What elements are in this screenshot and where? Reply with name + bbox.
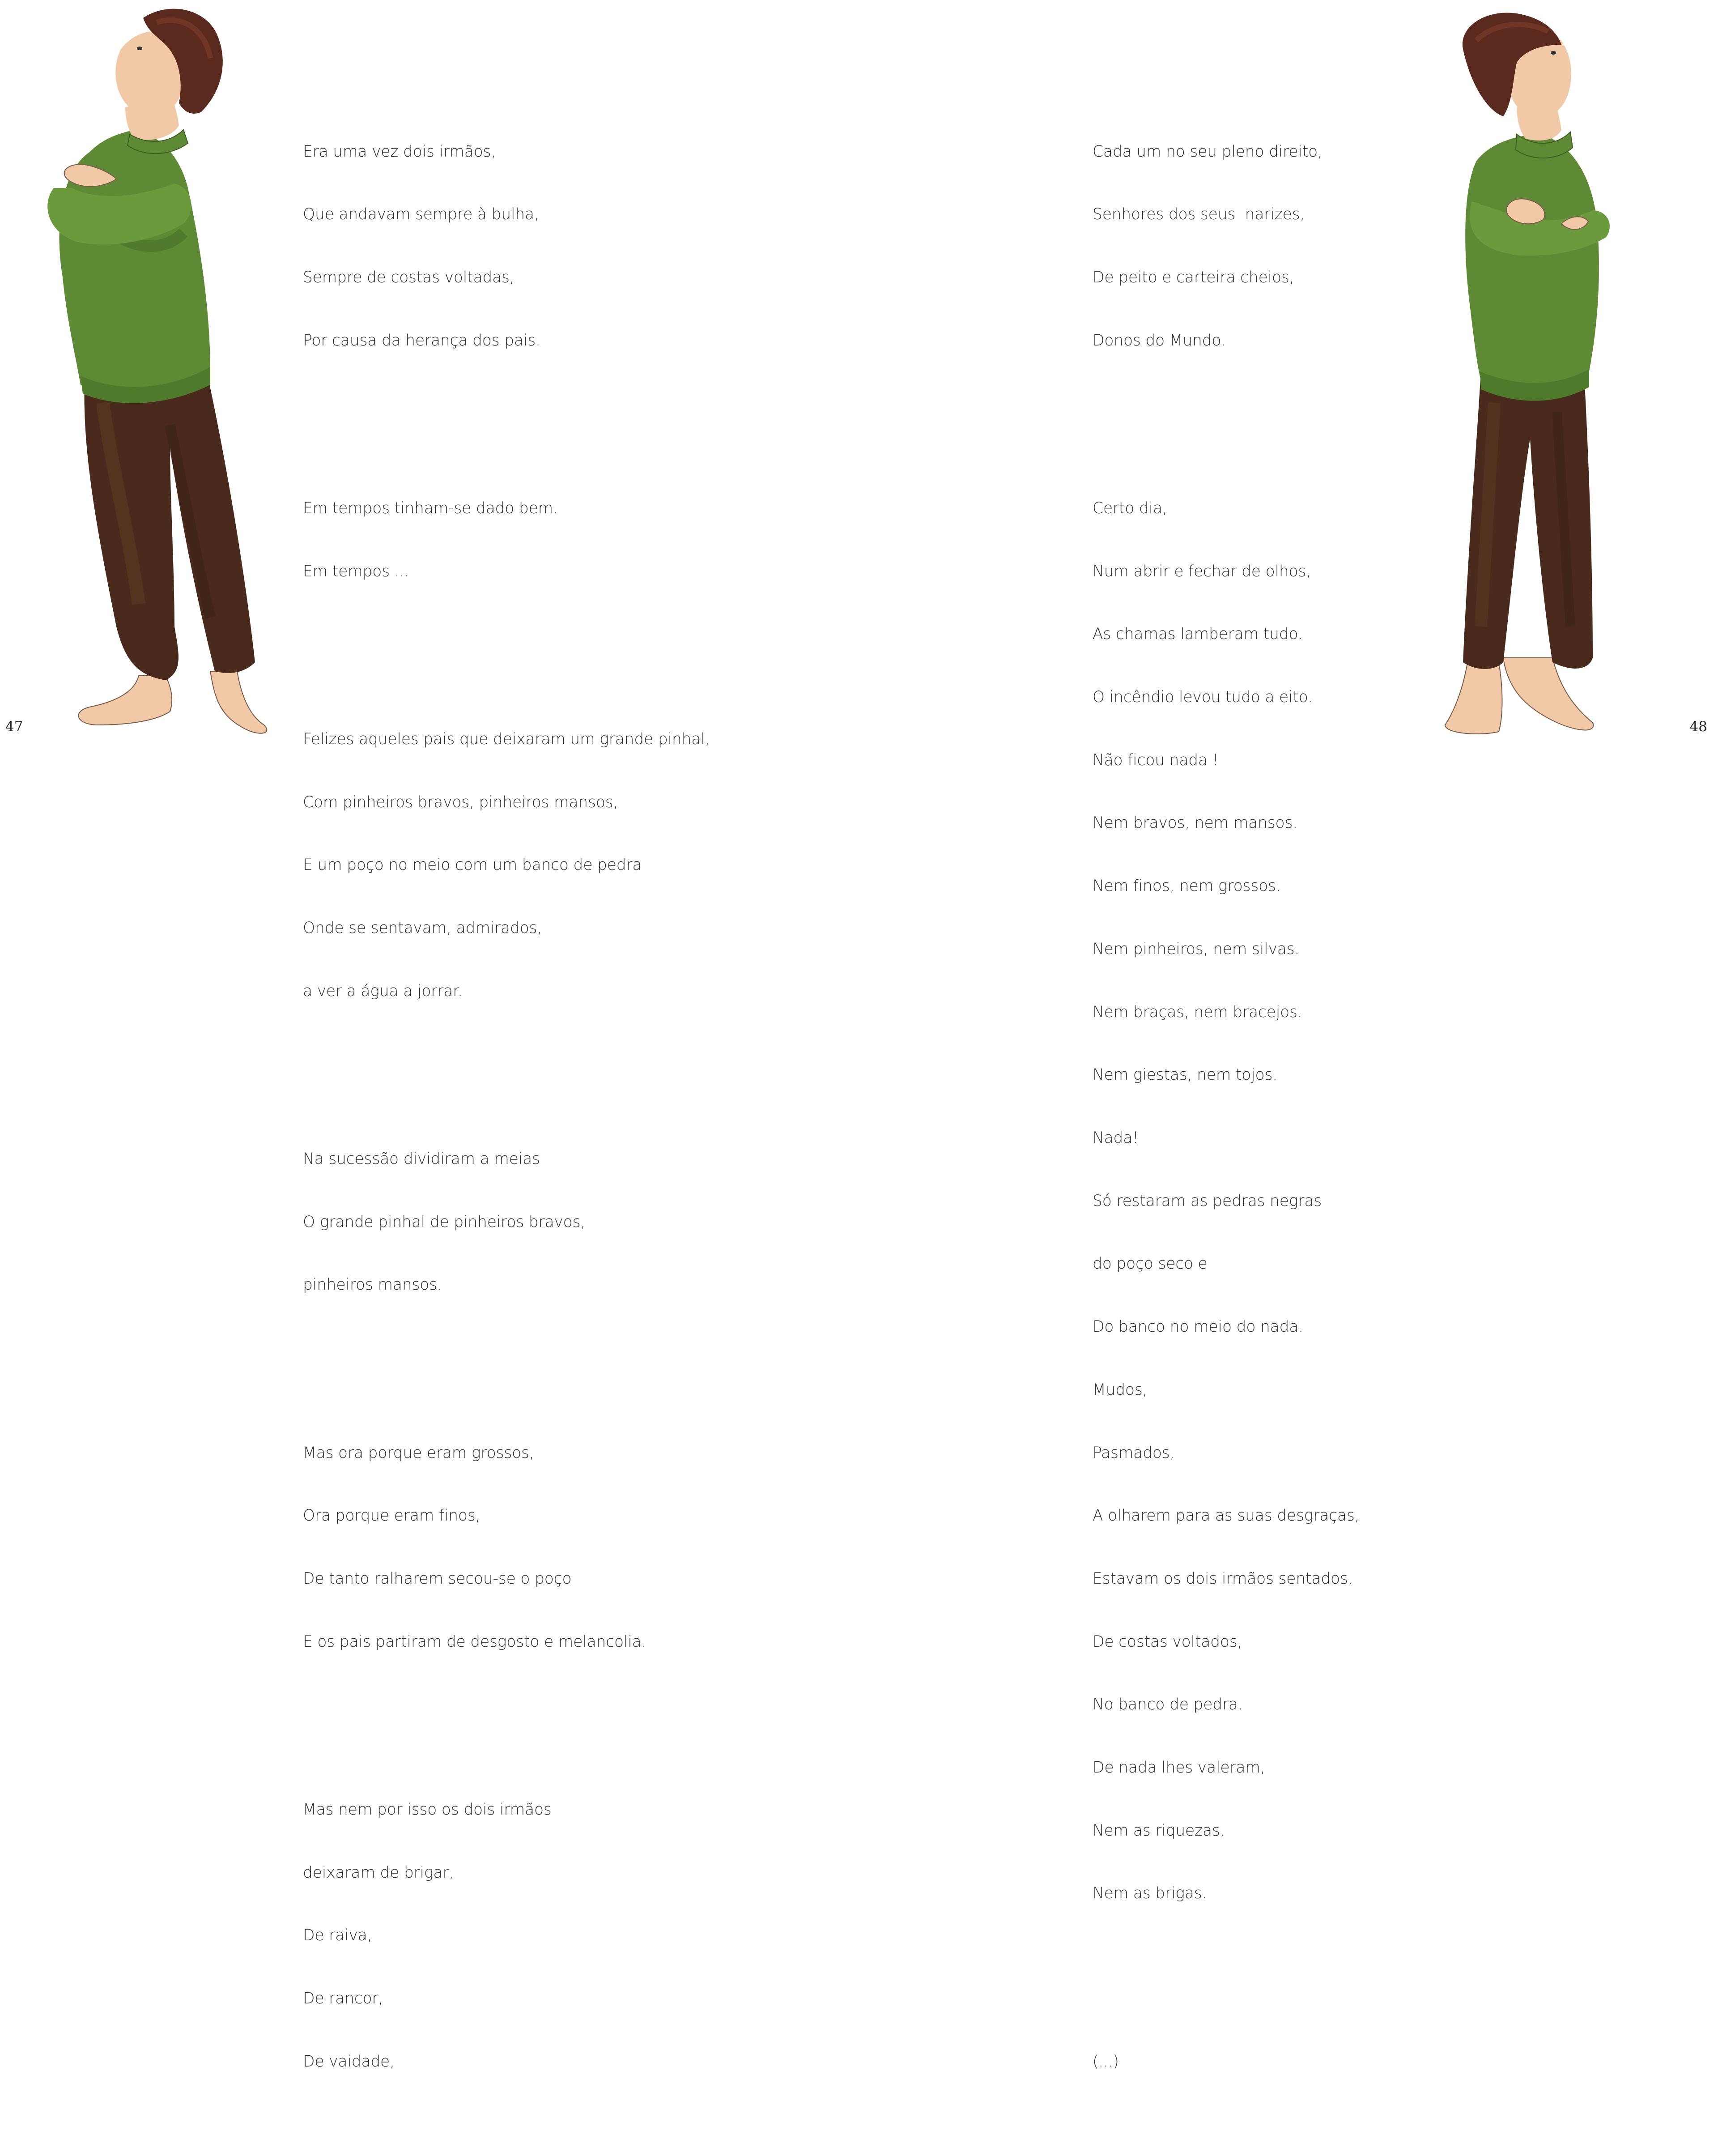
poem-line: De costas voltados, bbox=[1093, 1632, 1242, 1651]
stanza bbox=[303, 99, 710, 393]
poem-line: Ora porque eram finos, bbox=[303, 1507, 481, 1525]
poem-line: Nem as brigas. bbox=[1093, 1884, 1207, 1903]
poem-line: Não ficou nada ! bbox=[1093, 751, 1219, 769]
poem-line: Donos do Mundo. bbox=[1093, 331, 1226, 349]
poem-line: Nem bravos, nem mansos. bbox=[1093, 814, 1297, 832]
poem-line: E um poço no meio com um banco de pedra bbox=[303, 856, 642, 874]
left-brother-illustration bbox=[22, 0, 273, 742]
poem-line: Nem finos, nem grossos. bbox=[1093, 877, 1281, 895]
poem-line: De peito e carteira cheios, bbox=[1093, 268, 1294, 287]
poem-line: Mas ora porque eram grossos, bbox=[303, 1444, 534, 1462]
poem-line: As chamas lamberam tudo. bbox=[1093, 625, 1303, 643]
stanza bbox=[303, 456, 710, 624]
poem-line: E os pais partiram de desgosto e melancolia. bbox=[303, 1632, 646, 1651]
poem-line: Na sucessão dividiram a meias bbox=[303, 1150, 540, 1168]
poem-line: a ver a água a jorrar. bbox=[303, 982, 463, 1000]
left-page bbox=[0, 0, 859, 2071]
stanza bbox=[1093, 99, 1359, 393]
poem-line: O incêndio levou tudo a eito. bbox=[1093, 688, 1313, 707]
page-number: 47 bbox=[5, 719, 23, 735]
stanza bbox=[303, 1107, 710, 1338]
poem-line: Cada um no seu pleno direito, bbox=[1093, 142, 1323, 161]
poem-line: Onde se sentavam, admirados, bbox=[303, 919, 542, 937]
poem-line: De rancor, bbox=[303, 1989, 383, 2007]
poem-line: A olharem para as suas desgraças, bbox=[1093, 1507, 1360, 1525]
stanza bbox=[303, 1757, 710, 2114]
poem-line: deixaram de brigar, bbox=[303, 1863, 454, 1882]
poem-line: Mudos, bbox=[1093, 1381, 1148, 1399]
poem-line: Em tempos tinham-se dado bem. bbox=[303, 499, 558, 517]
poem-line: (...) bbox=[1093, 2052, 1119, 2071]
poem-line: Nada! bbox=[1093, 1129, 1139, 1147]
stanza bbox=[1093, 2009, 1359, 2114]
poem-line: Por causa da herança dos pais. bbox=[303, 331, 540, 349]
poem-line: Do banco no meio do nada. bbox=[1093, 1318, 1304, 1336]
poem-line: Nem as riquezas, bbox=[1093, 1821, 1225, 1840]
stanza bbox=[303, 1401, 710, 1695]
poem-line: Estavam os dois irmãos sentados, bbox=[1093, 1569, 1353, 1588]
poem-line: Num abrir e fechar de olhos, bbox=[1093, 562, 1311, 580]
right-page bbox=[859, 0, 1718, 2071]
poem-line: Pasmados, bbox=[1093, 1444, 1175, 1462]
poem-line: Nem pinheiros, nem silvas. bbox=[1093, 940, 1300, 958]
poem-line: De nada lhes valeram, bbox=[1093, 1759, 1265, 1777]
poem-line: Certo dia, bbox=[1093, 499, 1167, 517]
poem-line: Felizes aqueles pais que deixaram um grande pinhal, bbox=[303, 730, 710, 748]
poem-line: Mas nem por isso os dois irmãos bbox=[303, 1800, 552, 1819]
poem-line: Com pinheiros bravos, pinheiros mansos, bbox=[303, 793, 618, 811]
poem-line: De vaidade, bbox=[303, 2052, 395, 2071]
poem-line: No banco de pedra. bbox=[1093, 1696, 1243, 1714]
poem-line: O grande pinhal de pinheiros bravos, bbox=[303, 1213, 586, 1231]
stanza bbox=[303, 687, 710, 1044]
poem-line: Sempre de costas voltadas, bbox=[303, 268, 515, 287]
poem-text-left bbox=[303, 57, 710, 2156]
poem-line: Senhores dos seus narizes, bbox=[1093, 205, 1305, 224]
poem-line: De tanto ralharem secou-se o poço bbox=[303, 1569, 572, 1588]
poem-line: Nem giestas, nem tojos. bbox=[1093, 1066, 1278, 1084]
poem-line: Que andavam sempre à bulha, bbox=[303, 205, 539, 224]
poem-line: Em tempos ... bbox=[303, 562, 409, 580]
poem-line: pinheiros mansos. bbox=[303, 1276, 442, 1294]
poem-line: De raiva, bbox=[303, 1926, 372, 1945]
poem-line: Só restaram as pedras negras bbox=[1093, 1192, 1322, 1210]
poem-line: Era uma vez dois irmãos, bbox=[303, 142, 496, 161]
poem-line: do poço seco e bbox=[1093, 1255, 1208, 1273]
page-number: 48 bbox=[1689, 719, 1707, 735]
poem-line: Nem braças, nem bracejos. bbox=[1093, 1003, 1302, 1021]
stanza bbox=[1093, 456, 1359, 1946]
poem-text-right bbox=[1093, 57, 1359, 2156]
right-brother-illustration bbox=[1427, 0, 1660, 742]
